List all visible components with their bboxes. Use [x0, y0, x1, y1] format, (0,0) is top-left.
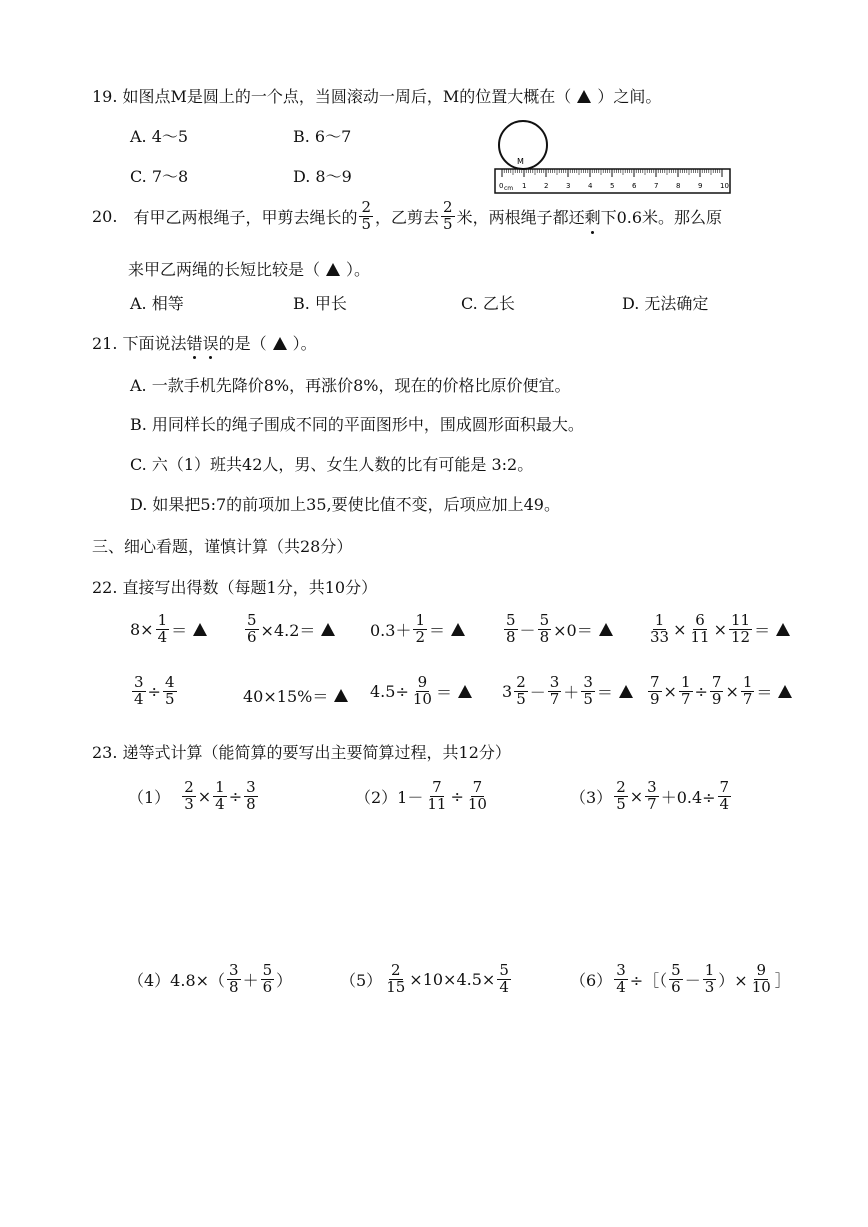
answer-triangle-icon: [273, 337, 287, 350]
q20-option-d: D. 无法确定: [622, 294, 709, 313]
q22-expr-5: $\frac{1}{33}$ × $\frac{6}{11}$ × $\frac{11}{12}$ ＝: [646, 613, 796, 646]
fraction: $\frac{1}{4}$: [157, 611, 168, 646]
fraction: $\frac{3}{4}$: [616, 961, 626, 996]
q23-problem-2: （2）1－ $\frac{7}{11}$ ÷ $\frac{7}{10}$: [355, 778, 487, 813]
fraction: $\frac{7}{11}$: [427, 778, 447, 813]
fraction: $\frac{1}{4}$: [215, 778, 225, 813]
ruler-tick-label: 7: [654, 182, 659, 190]
fraction: $\frac{1}{7}$: [742, 673, 753, 708]
fraction: $\frac{4}{5}$: [164, 673, 175, 708]
q21-option-a: A. 一款手机先降价8%，再涨价8%，现在的价格比原价便宜。: [130, 376, 571, 395]
q19-option-b: B. 6～7: [293, 127, 352, 146]
ruler-tick-label: 2: [544, 182, 549, 190]
fraction: $\frac{5}{4}$: [499, 961, 509, 996]
q20-option-a: A. 相等: [130, 294, 184, 313]
q19-option-d: D. 8～9: [293, 167, 352, 186]
fraction: $\frac{7}{4}$: [719, 778, 730, 813]
q22-expr-10: $\frac{7}{9}$ × $\frac{1}{7}$ ÷ $\frac{7}{9}$ × $\frac{1}{7}$ ＝: [646, 675, 798, 708]
q22-expr-3: 0.3＋ $\frac{1}{2}$ ＝: [370, 613, 471, 646]
fraction: $\frac{5}{8}$: [506, 611, 516, 646]
q19-option-c: C. 7～8: [130, 167, 189, 186]
ruler-tick-label: 8: [676, 182, 681, 190]
q20-stem-line2: 来甲乙两绳的长短比较是（ ）。: [128, 260, 371, 279]
q20-stem: 20. 有甲乙两根绳子，甲剪去绳长的 $\frac{2}{5}$ ，乙剪去 $\frac{2}{5}$ 米，两根绳子都还 剩 下0.6米。那么原: [92, 198, 723, 233]
fraction: $\frac{3}{8}$: [246, 778, 256, 813]
ruler-unit-label: cm: [504, 185, 514, 192]
answer-triangle-icon: [599, 623, 613, 636]
answer-triangle-icon: [193, 623, 207, 636]
fraction: $\frac{2}{5}$: [616, 778, 626, 813]
fraction: $\frac{1}{7}$: [680, 673, 691, 708]
fraction: $\frac{2}{5}$: [516, 673, 526, 708]
q23-problem-1: （1） $\frac{2}{3}$ × $\frac{1}{4}$ ÷ $\frac{3}{8}$: [128, 778, 256, 813]
fraction: $\frac{5}{6}$: [247, 611, 257, 646]
fraction: $\frac{3}{7}$: [647, 778, 657, 813]
fraction: $\frac{5}{6}$: [671, 961, 681, 996]
fraction: $\frac{5}{8}$: [539, 611, 550, 646]
fraction: $\frac{1}{33}$: [650, 611, 670, 646]
circle-ruler-figure: [490, 118, 735, 198]
fraction: $\frac{2}{5}$: [443, 198, 453, 233]
fraction: $\frac{9}{10}$: [412, 673, 432, 708]
q22-expr-6: $\frac{3}{4}$ ÷ $\frac{4}{5}$: [134, 673, 175, 708]
fraction: $\frac{7}{9}$: [650, 673, 660, 708]
ruler-tick-label: 0: [499, 182, 504, 190]
answer-triangle-icon: [326, 263, 340, 276]
q19-option-a: A. 4～5: [130, 127, 189, 146]
fraction: $\frac{6}{11}$: [690, 611, 710, 646]
fraction: $\frac{7}{10}$: [467, 778, 487, 813]
q23-problem-5: （5） $\frac{2}{15}$ ×10×4.5× $\frac{5}{4}$: [340, 961, 509, 996]
q22-expr-4: $\frac{5}{8}$ － $\frac{5}{8}$ ×0＝: [502, 613, 619, 646]
section-heading: 三、细心看题，谨慎计算（共28分）: [92, 537, 353, 556]
answer-triangle-icon: [458, 685, 472, 698]
q19-stem: 19. 如图点M是圆上的一个点，当圆滚动一周后，M的位置大概在（ ）之间。: [92, 87, 662, 106]
fraction: $\frac{3}{5}$: [583, 673, 593, 708]
q23-problem-4: （4）4.8×（ $\frac{3}{8}$ ＋ $\frac{5}{6}$ ）: [128, 961, 293, 996]
q21-option-b: B. 用同样长的绳子围成不同的平面图形中，围成圆形面积最大。: [130, 415, 584, 434]
ruler-tick-label: 1: [522, 182, 527, 190]
answer-triangle-icon: [451, 623, 465, 636]
point-m-label: M: [517, 157, 524, 166]
q21-option-c: C. 六（1）班共42人，男、女生人数的比有可能是 3:2。: [130, 455, 534, 474]
ruler-tick-label: 6: [632, 182, 637, 190]
fraction: $\frac{2}{3}$: [184, 778, 194, 813]
ruler-ticks: [499, 169, 729, 190]
q20-option-b: B. 甲长: [293, 294, 347, 313]
answer-triangle-icon: [776, 623, 790, 636]
q22-expr-1: 8× $\frac{1}{4}$ ＝: [130, 613, 213, 646]
answer-triangle-icon: [321, 623, 335, 636]
answer-triangle-icon: [577, 90, 591, 103]
fraction: $\frac{7}{9}$: [711, 673, 722, 708]
fraction: $\frac{11}{12}$: [731, 611, 751, 646]
q23-problem-6: （6） $\frac{3}{4}$ ÷［（ $\frac{5}{6}$ － $\frac{1}{3}$ ）× $\frac{9}{10}$ ］: [570, 961, 791, 996]
q20-option-c: C. 乙长: [461, 294, 515, 313]
q23-problem-3: （3） $\frac{2}{5}$ × $\frac{3}{7}$ ＋0.4÷ $\frac{7}{4}$: [570, 778, 730, 813]
q22-expr-7: 40×15%＝: [243, 684, 354, 707]
ruler-tick-label: 4: [588, 182, 593, 190]
fraction: $\frac{9}{10}$: [751, 961, 771, 996]
answer-triangle-icon: [619, 685, 633, 698]
answer-triangle-icon: [334, 689, 348, 702]
fraction: $\frac{3}{8}$: [229, 961, 239, 996]
q22-title: 22. 直接写出得数（每题1分，共10分）: [92, 578, 378, 597]
fraction: $\frac{1}{3}$: [704, 961, 715, 996]
ruler-tick-label: 5: [610, 182, 615, 190]
fraction: $\frac{5}{6}$: [262, 961, 273, 996]
fraction: $\frac{2}{15}$: [386, 961, 406, 996]
q22-expr-8: 4.5÷ $\frac{9}{10}$ ＝: [370, 675, 478, 708]
fraction: $\frac{3}{7}$: [549, 673, 560, 708]
fraction: $\frac{3}{4}$: [134, 673, 144, 708]
answer-triangle-icon: [778, 685, 792, 698]
q22-expr-9: 3 $\frac{2}{5}$ － $\frac{3}{7}$ ＋ $\frac{3}{5}$ ＝: [502, 675, 639, 708]
q22-expr-2: $\frac{5}{6}$ ×4.2＝: [243, 613, 341, 646]
ruler-tick-label: 3: [566, 182, 571, 190]
q23-title: 23. 递等式计算（能简算的要写出主要简算过程，共12分）: [92, 743, 511, 762]
q21-stem: 21. 下面说法错误的是（ ）。: [92, 334, 317, 353]
fraction: $\frac{1}{2}$: [415, 611, 425, 646]
ruler-tick-label: 9: [698, 182, 703, 190]
fraction: $\frac{2}{5}$: [361, 198, 372, 233]
ruler-tick-label: 10: [720, 182, 729, 190]
q21-option-d: D. 如果把5:7的前项加上35,要使比值不变，后项应加上49。: [130, 495, 560, 514]
